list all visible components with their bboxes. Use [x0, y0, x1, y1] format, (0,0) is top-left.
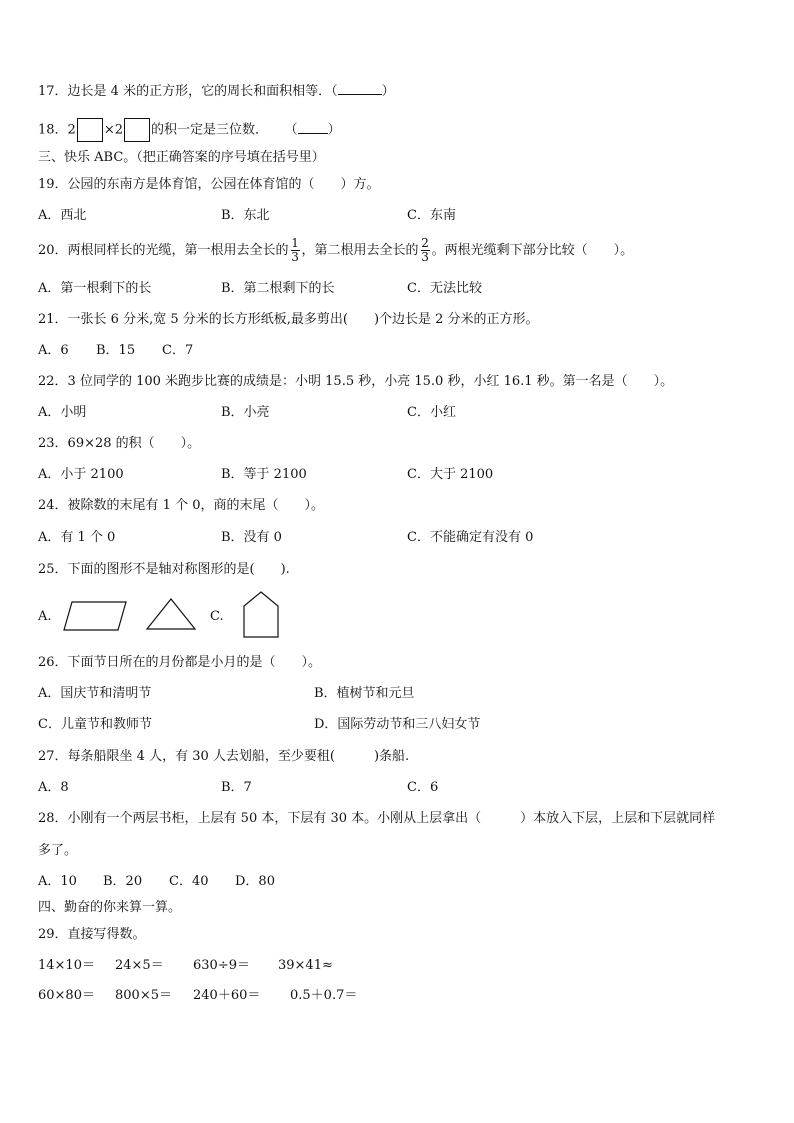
numerator: 1 — [291, 236, 299, 250]
fraction-two-thirds — [421, 237, 430, 264]
q28-option-c[interactable]: C．40 — [169, 874, 209, 889]
q26-option-a[interactable]: A．国庆节和清明节 — [38, 686, 152, 701]
q25-option-c[interactable]: C. — [210, 609, 224, 624]
triangle-shape[interactable] — [145, 597, 197, 633]
question-25: 25．下面的图形不是轴对称图形的是( ). — [38, 562, 290, 577]
calc-item: 60×80＝ — [38, 988, 95, 1003]
question-26: 26．下面节日所在的月份都是小月的是（ ）。 — [38, 655, 322, 670]
q19-option-c[interactable]: C．东南 — [407, 208, 456, 223]
question-20 — [38, 236, 633, 266]
question-18 — [38, 118, 341, 142]
q22-option-b[interactable]: B．小亮 — [221, 405, 270, 420]
q19-option-b[interactable]: B．东北 — [221, 208, 270, 223]
calc-item: 39×41≈ — [278, 958, 333, 973]
numerator: 2 — [421, 236, 429, 250]
question-20-text-1: 20．两根同样长的光缆，第一根用去全长的 — [38, 243, 289, 258]
q20-option-a[interactable]: A．第一根剩下的长 — [38, 281, 152, 296]
q20-option-b[interactable]: B．第二根剩下的长 — [221, 281, 335, 296]
calc-item: 24×5＝ — [115, 958, 164, 973]
question-21: 21．一张长 6 分米,宽 5 分米的长方形纸板,最多剪出( )个边长是 2 分米的正方形。 — [38, 312, 539, 327]
answer-blank[interactable] — [338, 82, 382, 95]
question-20-text-2: ，第二根用去全长的 — [301, 243, 419, 258]
question-27: 27．每条船限坐 4 人，有 30 人去划船，至少要租( )条船. — [38, 749, 410, 764]
question-28-continued: 多了。 — [38, 843, 78, 858]
q22-option-a[interactable]: A．小明 — [38, 405, 87, 420]
q21-option-c[interactable]: C．7 — [162, 343, 194, 358]
q27-option-a[interactable]: A．8 — [38, 780, 69, 795]
question-28: 28．小刚有一个两层书柜，上层有 50 本，下层有 30 本。小刚从上层拿出（ ）本放入下层，上层和下层就同样 — [38, 811, 716, 826]
q20-option-c[interactable]: C．无法比较 — [407, 281, 482, 296]
q23-option-a[interactable]: A．小于 2100 — [38, 467, 124, 482]
pentagon-house-shape[interactable] — [240, 590, 282, 640]
denominator: 3 — [421, 250, 429, 264]
q24-option-a[interactable]: A．有 1 个 0 — [38, 530, 116, 545]
q22-option-c[interactable]: C．小红 — [407, 405, 456, 420]
q21-option-a[interactable]: A．6 — [38, 343, 69, 358]
digit-box-2[interactable] — [124, 118, 150, 142]
q24-option-b[interactable]: B．没有 0 — [221, 530, 282, 545]
question-18-text: 的积一定是三位数． — [151, 122, 269, 138]
times-2: ×2 — [103, 122, 123, 138]
calc-item: 0.5＋0.7＝ — [290, 988, 358, 1003]
q23-option-c[interactable]: C．大于 2100 — [407, 467, 494, 482]
q26-option-c[interactable]: C．儿童节和教师节 — [38, 717, 152, 732]
calc-item: 630÷9＝ — [193, 958, 250, 973]
digit-2: 2 — [67, 122, 76, 138]
q21-option-b[interactable]: B．15 — [96, 343, 136, 358]
calc-item: 240＋60＝ — [193, 988, 261, 1003]
question-24: 24．被除数的末尾有 1 个 0，商的末尾（ ）。 — [38, 498, 324, 513]
q27-option-c[interactable]: C．6 — [407, 780, 439, 795]
q28-option-d[interactable]: D．80 — [235, 874, 275, 889]
q24-option-c[interactable]: C．不能确定有没有 0 — [407, 530, 534, 545]
calc-item: 14×10＝ — [38, 958, 95, 973]
answer-blank[interactable] — [298, 121, 328, 134]
q26-option-b[interactable]: B．植树节和元旦 — [314, 686, 415, 701]
digit-box-1[interactable] — [77, 118, 103, 142]
section-4-heading: 四、勤奋的你来算一算。 — [38, 900, 182, 915]
question-17-text: 17．边长是 4 米的正方形，它的周长和面积相等．（ — [38, 84, 338, 99]
parallelogram-shape[interactable] — [62, 600, 130, 634]
question-20-text-3: 。两根光缆剩下部分比较（ ）。 — [431, 243, 634, 258]
q28-option-a[interactable]: A．10 — [38, 874, 77, 889]
paren-close: ） — [327, 122, 341, 138]
paren-close: ） — [381, 84, 395, 99]
question-29: 29．直接写得数。 — [38, 927, 146, 942]
calc-item: 800×5＝ — [115, 988, 172, 1003]
paren-open: （ — [284, 122, 298, 138]
q25-option-a[interactable]: A. — [38, 609, 52, 624]
question-19: 19．公园的东南方是体育馆，公园在体育馆的（ ）方。 — [38, 177, 380, 192]
question-23: 23．69×28 的积（ ）。 — [38, 436, 201, 451]
q19-option-a[interactable]: A．西北 — [38, 208, 87, 223]
fraction-one-third — [291, 237, 300, 264]
question-18-number: 18． — [38, 122, 68, 138]
denominator: 3 — [291, 250, 299, 264]
q26-option-d[interactable]: D．国际劳动节和三八妇女节 — [314, 717, 481, 732]
q28-option-b[interactable]: B．20 — [103, 874, 143, 889]
question-17 — [38, 82, 395, 101]
section-3-heading: 三、快乐 ABC。（把正确答案的序号填在括号里） — [38, 150, 325, 165]
q23-option-b[interactable]: B．等于 2100 — [221, 467, 307, 482]
q27-option-b[interactable]: B．7 — [221, 780, 252, 795]
question-22: 22．3 位同学的 100 米跑步比赛的成绩是：小明 15.5 秒，小亮 15.0 秒，小红 16.1 秒。第一名是（ ）。 — [38, 374, 674, 389]
